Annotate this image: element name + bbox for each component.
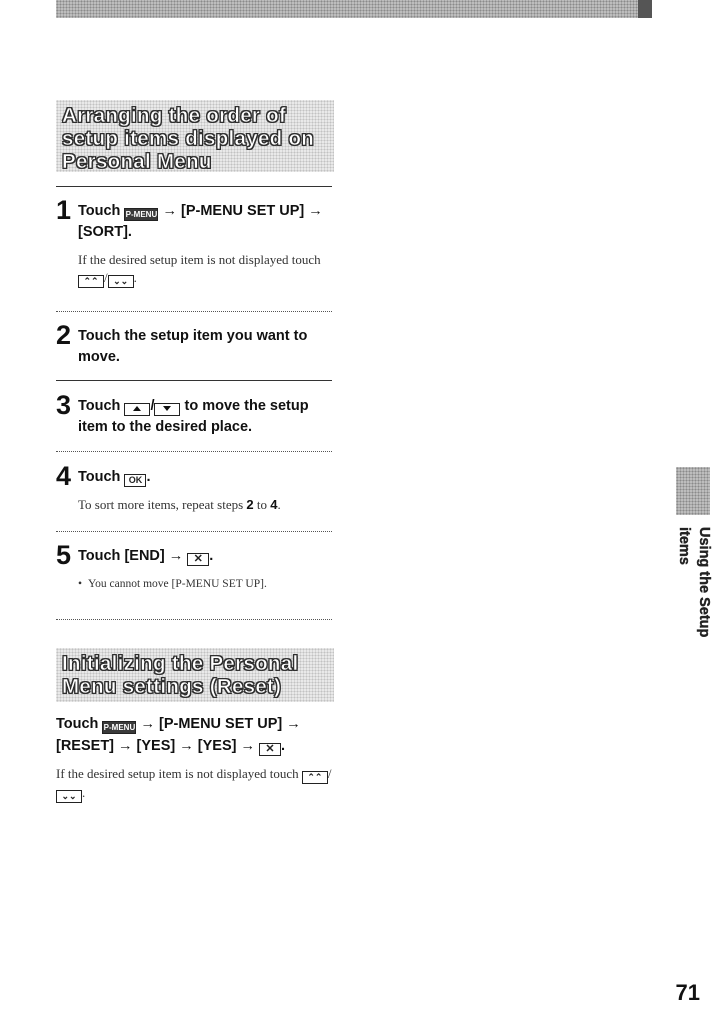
step-text: Touch [56, 716, 103, 732]
step-title [78, 467, 336, 488]
note-text: / [327, 766, 332, 781]
section-heading-arranging [56, 100, 334, 172]
step-text: Touch [78, 398, 125, 414]
note-text: . [277, 497, 281, 512]
ok-button[interactable]: OK [124, 474, 146, 487]
reset-instruction [56, 713, 346, 757]
close-button[interactable]: ✕ [187, 553, 209, 566]
step-number: 2 [56, 320, 72, 350]
double-chevron-down-icon: ⌄⌄ [61, 791, 77, 801]
step-title [78, 546, 336, 567]
step-number: 5 [56, 540, 72, 570]
step-divider [56, 311, 332, 312]
note-text: / [104, 270, 108, 285]
step-note [78, 251, 336, 288]
top-band-marker [638, 0, 652, 18]
step-ref: 4 [270, 497, 278, 512]
note-text: To sort more items, repeat steps [78, 497, 247, 512]
section-end-divider [56, 619, 332, 620]
reset-note [56, 765, 346, 803]
step-title: Touch the setup item you want to move. [78, 328, 308, 365]
step-3 [56, 390, 336, 438]
section-heading-text: Arranging the order of setup items displayed on Personal Menu [62, 104, 315, 173]
step-number: 4 [56, 461, 72, 491]
step-ref: 2 [246, 497, 254, 512]
step-4 [56, 461, 336, 514]
note-text: . [82, 785, 86, 800]
step-text: . [209, 548, 214, 564]
step-number: 1 [56, 195, 72, 225]
step-number: 3 [56, 390, 72, 420]
double-chevron-up-icon: ⌃⌃ [83, 276, 99, 286]
step-title [78, 396, 336, 438]
note-text: If the desired setup item is not displayed touch [78, 252, 321, 267]
step-text: Touch [END] → [78, 548, 188, 564]
step-text: . [281, 738, 286, 754]
double-chevron-up-icon: ⌃⌃ [307, 772, 323, 782]
step-2 [56, 320, 336, 368]
move-up-button[interactable] [124, 403, 150, 416]
step-title [78, 201, 336, 243]
section-divider [56, 186, 332, 187]
note-text: to [253, 497, 271, 512]
scroll-down-button[interactable] [56, 790, 82, 803]
scroll-up-button[interactable] [302, 771, 328, 784]
reset-instructions [56, 713, 346, 803]
step-text: . [146, 469, 151, 485]
note-text: If the desired setup item is not displayed touch [56, 766, 302, 781]
step-5 [56, 540, 336, 592]
p-menu-button[interactable]: P-MENU [125, 210, 158, 219]
sidebar-tab-marker [676, 467, 710, 515]
close-button[interactable]: ✕ [259, 743, 281, 756]
bullet-icon: • [78, 578, 83, 590]
step-note [78, 496, 336, 514]
bullet-text: You cannot move [P-MENU SET UP]. [88, 578, 267, 590]
triangle-up-icon [133, 406, 141, 411]
note-text: . [133, 270, 137, 285]
step-text: Touch [78, 469, 125, 485]
section-heading-reset [56, 648, 334, 702]
section-heading-text: Initializing the Personal Menu settings (Reset) [62, 652, 299, 698]
scroll-down-button[interactable] [108, 275, 134, 288]
step-divider [56, 451, 332, 452]
step-text: → [P-MENU SET UP] → [RESET] → [YES] → [YES] → [56, 716, 301, 754]
step-text: Touch [78, 203, 125, 219]
scroll-up-button[interactable] [78, 275, 104, 288]
double-chevron-down-icon: ⌄⌄ [113, 276, 129, 286]
step-1 [56, 195, 336, 288]
triangle-down-icon [163, 406, 171, 411]
page-number: 71 [675, 980, 700, 1005]
step-text: → [P-MENU SET UP] → [SORT]. [78, 203, 323, 240]
step-divider [56, 380, 332, 381]
top-decorative-band [56, 0, 652, 18]
step-text: / [150, 398, 155, 414]
step-text: to move the setup item to the desired place. [78, 398, 309, 435]
sidebar-section-label: Using the Setup items [676, 527, 712, 638]
note-bullet [78, 576, 336, 592]
p-menu-button[interactable]: P-MENU [103, 723, 136, 732]
step-divider [56, 531, 332, 532]
move-down-button[interactable] [154, 403, 180, 416]
